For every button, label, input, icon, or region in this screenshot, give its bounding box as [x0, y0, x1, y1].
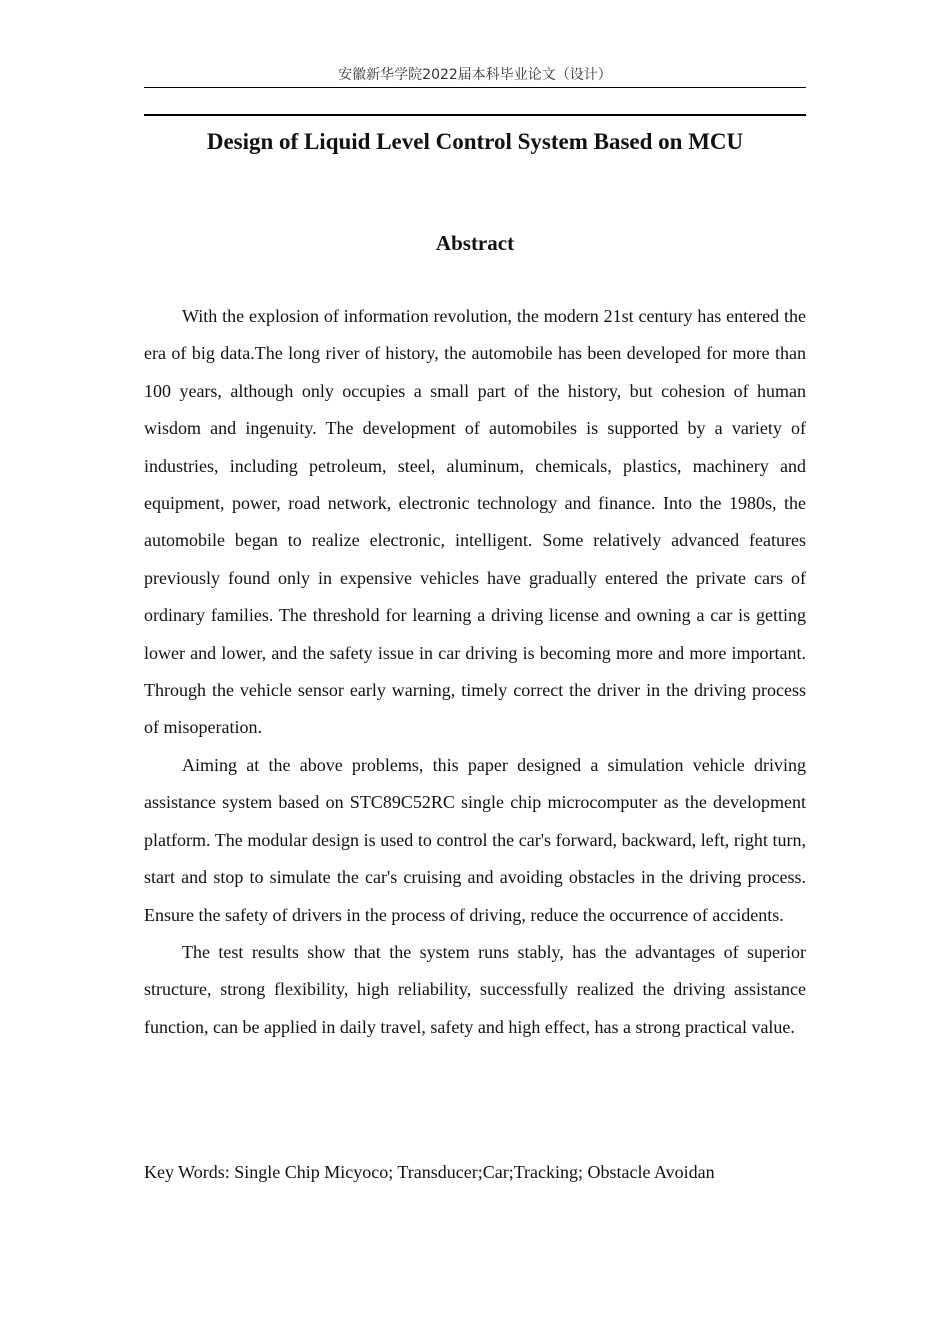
abstract-heading: Abstract [435, 231, 515, 255]
abstract-paragraph-2: Aiming at the above problems, this paper designed a simulation vehicle driving assistance system based on STC89C52RC single chip microcomputer as the development platform. The modular design is used to control the car's forward, backward, left, right turn, start and stop to simulate the car's cruising and avoiding obstacles in the driving process. Ensure the safety of drivers in the process of driving, reduce the occurrence of accidents. [144, 754, 806, 925]
header-rule-thick [144, 114, 806, 116]
abstract-body [144, 298, 806, 1046]
document-title: Design of Liquid Level Control System Based on MCU [206, 129, 744, 154]
header-rule-thin [144, 87, 806, 88]
abstract-paragraph-1: With the explosion of information revolution, the modern 21st century has entered the era of big data.The long river of history, the automobile has been developed for more than 100 years, although only occupies a small part of the history, but cohesion of human wisdom and ingenuity. The development of automobiles is supported by a variety of industries, including petroleum, steel, aluminum, chemicals, plastics, machinery and equipment, power, road network, electronic technology and finance. Into the 1980s, the automobile began to realize electronic, intelligent. Some relatively advanced features previously found only in expensive vehicles have gradually entered the private cars of ordinary families. The threshold for learning a driving license and owning a car is getting lower and lower, and the safety issue in car driving is becoming more and more important. Through the vehicle sensor early warning, timely correct the driver in the driving process of misoperation. [144, 306, 806, 738]
abstract-paragraph-3: The test results show that the system runs stably, has the advantages of superior structure, strong flexibility, high reliability, successfully realized the driving assistance function, can be applied in daily travel, safety and high effect, has a strong practical value. [144, 941, 806, 1037]
running-header: 安徽新华学院2022届本科毕业论文（设计） [338, 67, 612, 83]
keywords-line: Key Words: Single Chip Micyoco; Transducer;Car;Tracking; Obstacle Avoidan [144, 1162, 715, 1182]
